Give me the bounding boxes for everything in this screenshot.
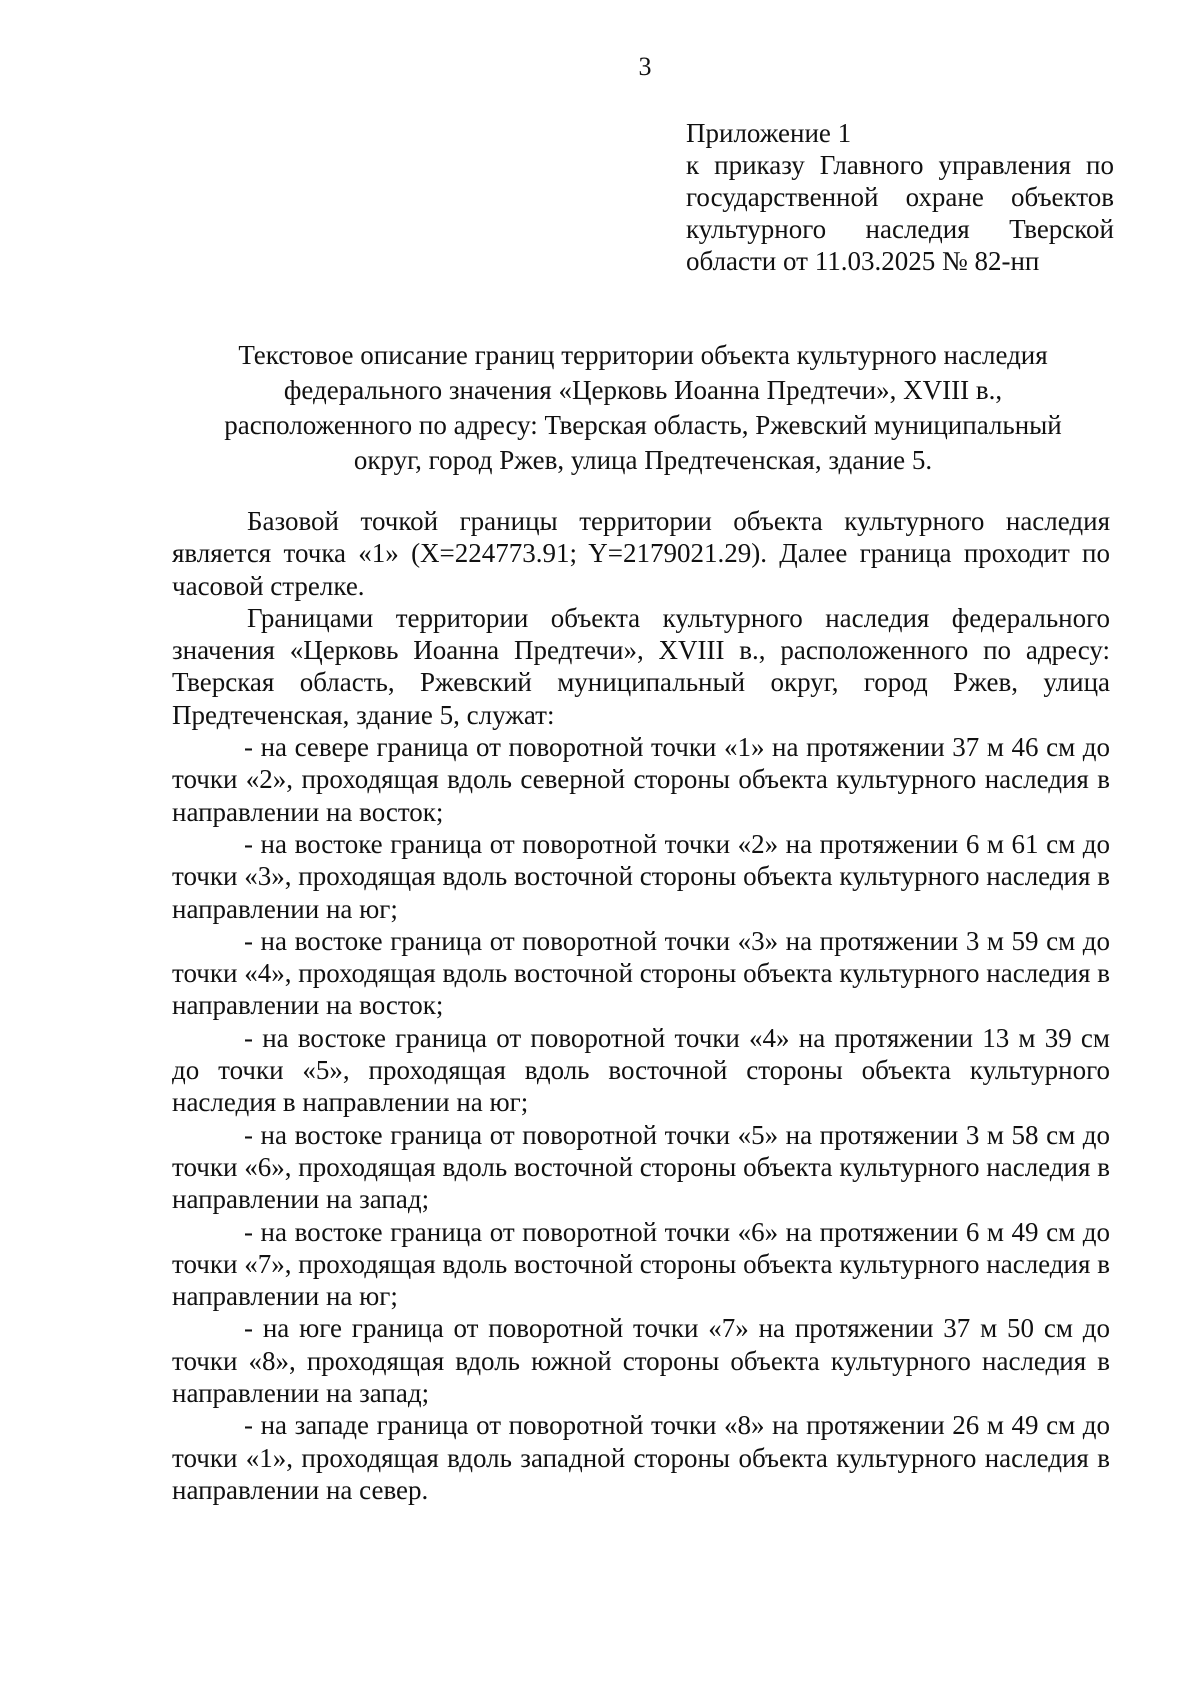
title-line: федерального значения «Церковь Иоанна Предтечи», XVIII в., [283,375,1003,405]
appendix-line: культурного наследия Тверской [686,214,1114,244]
appendix-line: области от 11.03.2025 № 82-нп [686,246,1040,276]
appendix-line: Приложение 1 [686,118,852,148]
title-line: Текстовое описание границ территории объекта культурного наследия [238,340,1048,370]
intro-paragraph: Границами территории объекта культурного наследия федерального значения «Церковь Иоанна Предтечи», XVIII в., расположенного по адресу: Тверская область, Ржевский муниципальный округ, город Ржев, улица Предтеченская, здание 5, служат: [172,602,1110,730]
appendix-line: к приказу Главного управления по [686,150,1114,180]
boundary-item: - на севере граница от поворотной точки «1» на протяжении 37 м 46 см до точки «2», проходящая вдоль северной стороны объекта культурного наследия в направлении на восток; [172,732,1110,827]
boundary-item: - на юге граница от поворотной точки «7» на протяжении 37 м 50 см до точки «8», проходящая вдоль южной стороны объекта культурного наследия в направлении на запад; [172,1313,1110,1409]
boundary-item: - на востоке граница от поворотной точки «3» на протяжении 3 м 59 см до точки «4», проходящая вдоль восточной стороны объекта культурного наследия в направлении на восток; [172,925,1110,1021]
document-body [172,505,1110,1506]
base-point-paragraph: Базовой точкой границы территории объекта культурного наследия является точка «1» (X=224773.91; Y=2179021.29). Далее граница проходит по часовой стрелке. [172,506,1110,601]
appendix-header [686,117,1114,277]
document-title [172,338,1114,478]
appendix-line: государственной охране объектов [686,182,1114,212]
boundary-item: - на востоке граница от поворотной точки «5» на протяжении 3 м 58 см до точки «6», проходящая вдоль восточной стороны объекта культурного наследия в направлении на запад; [172,1119,1110,1215]
title-line: округ, город Ржев, улица Предтеченская, здание 5. [353,445,933,475]
page-number: 3 [638,52,652,81]
boundary-item: - на востоке граница от поворотной точки «2» на протяжении 6 м 61 см до точки «3», проходящая вдоль восточной стороны объекта культурного наследия в направлении на юг; [172,828,1110,924]
title-line: расположенного по адресу: Тверская область, Ржевский муниципальный [224,410,1062,440]
boundary-item: - на западе граница от поворотной точки «8» на протяжении 26 м 49 см до точки «1», проходящая вдоль западной стороны объекта культурного наследия в направлении на север. [172,1410,1110,1505]
boundary-item: - на востоке граница от поворотной точки «4» на протяжении 13 м 39 см до точки «5», проходящая вдоль восточной стороны объекта культурного наследия в направлении на юг; [172,1022,1110,1118]
boundary-item: - на востоке граница от поворотной точки «6» на протяжении 6 м 49 см до точки «7», проходящая вдоль восточной стороны объекта культурного наследия в направлении на юг; [172,1216,1110,1312]
